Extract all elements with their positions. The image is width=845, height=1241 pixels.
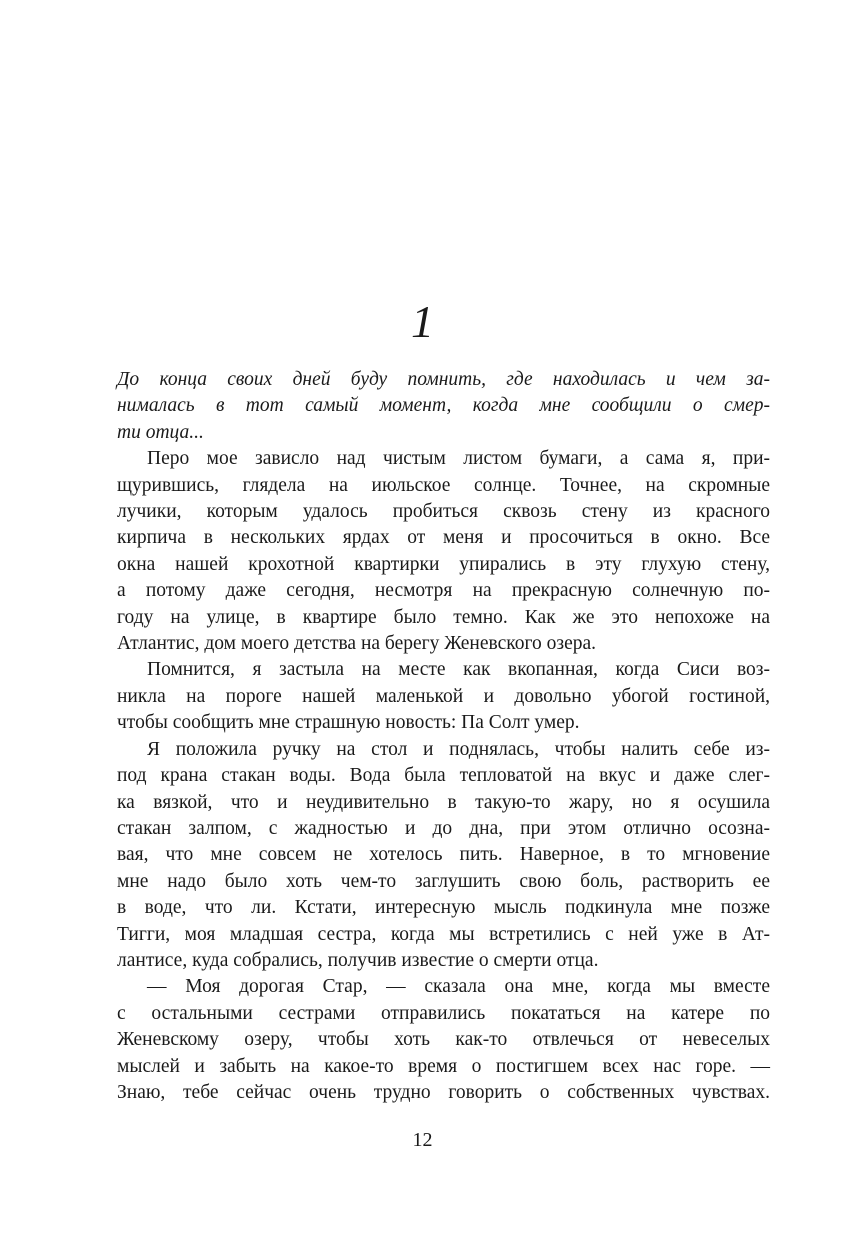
text-line: Тигги, моя младшая сестра, когда мы встретились с ней уже в Ат- bbox=[117, 923, 770, 945]
page-number: 12 bbox=[412, 1129, 433, 1151]
text-line: щурившись, глядела на июльское солнце. Точнее, на скромные bbox=[117, 474, 770, 496]
text-line: году на улице, в квартире было темно. Как же это непохоже на bbox=[117, 606, 770, 628]
text-line: Атлантис, дом моего детства на берегу Женевского озера. bbox=[117, 633, 597, 655]
epigraph-paragraph bbox=[117, 367, 770, 446]
text-line: кирпича в нескольких ярдах от меня и просочиться в окно. Все bbox=[117, 527, 770, 549]
text-line: лантисе, куда собрались, получив известие о смерти отца. bbox=[117, 949, 599, 971]
paragraph bbox=[117, 446, 770, 657]
text-line: стакан залпом, с жадностью и до дна, при этом отлично осозна- bbox=[117, 817, 770, 839]
paragraph bbox=[117, 737, 770, 975]
paragraph bbox=[117, 657, 770, 736]
text-line: чтобы сообщить мне страшную новость: Па Солт умер. bbox=[117, 712, 580, 734]
text-line: окна нашей крохотной квартирки упирались в эту глухую стену, bbox=[117, 553, 770, 575]
text-line: ка вязкой, что и неудивительно в такую-то жару, но я осушила bbox=[117, 791, 770, 813]
text-line: ти отца... bbox=[117, 421, 204, 443]
text-line: мне надо было хоть чем-то заглушить свою боль, растворить ее bbox=[117, 870, 770, 892]
text-line: под крана стакан воды. Вода была тепловатой на вкус и даже слег- bbox=[117, 765, 770, 787]
text-line: лучики, которым удалось пробиться сквозь стену из красного bbox=[117, 501, 770, 523]
text-line: Я положила ручку на стол и поднялась, чтобы налить себе из- bbox=[147, 738, 770, 760]
text-line: — Моя дорогая Стар, — сказала она мне, когда мы вместе bbox=[147, 976, 770, 998]
text-line: Помнится, я застыла на месте как вкопанная, когда Сиси воз- bbox=[147, 659, 770, 681]
text-line: нималась в тот самый момент, когда мне сообщили о смер- bbox=[117, 395, 770, 417]
text-line: Знаю, тебе сейчас очень трудно говорить о собственных чувствах. bbox=[117, 1081, 770, 1103]
text-line: вая, что мне совсем не хотелось пить. Наверное, в то мгновение bbox=[117, 844, 770, 866]
text-line: а потому даже сегодня, несмотря на прекрасную солнечную по- bbox=[117, 580, 770, 602]
paragraph bbox=[117, 974, 770, 1106]
text-line: никла на пороге нашей маленькой и довольно убогой гостиной, bbox=[117, 685, 770, 707]
text-line: с остальными сестрами отправились покататься на катере по bbox=[117, 1002, 770, 1024]
text-line: До конца своих дней буду помнить, где находилась и чем за- bbox=[117, 369, 770, 390]
text-line: мыслей и забыть на какое-то время о постигшем всех нас горе. — bbox=[117, 1055, 770, 1077]
text-line: Перо мое зависло над чистым листом бумаги, а сама я, при- bbox=[147, 448, 770, 470]
body-text bbox=[117, 367, 770, 1106]
text-line: Женевскому озеру, чтобы хоть как-то отвлечься от невеселых bbox=[117, 1029, 770, 1051]
chapter-number: 1 bbox=[411, 296, 434, 347]
text-line: в воде, что ли. Кстати, интересную мысль подкинула мне позже bbox=[117, 897, 770, 919]
